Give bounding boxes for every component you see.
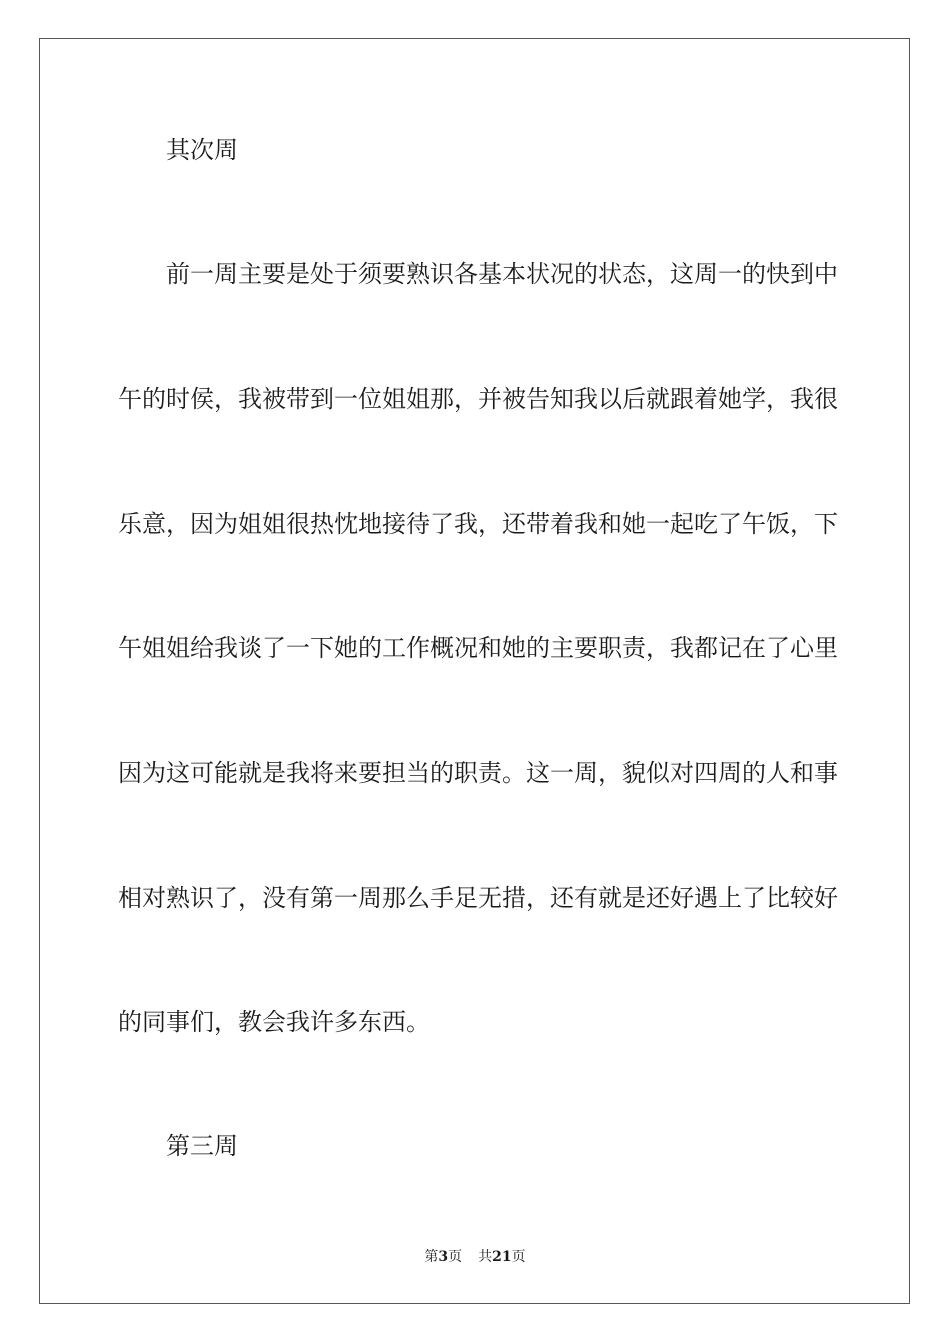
paragraph-line-4: 午姐姐给我谈了一下她的工作概况和她的主要职责，我都记在了心里 (118, 634, 838, 662)
total-prefix: 共 (478, 1249, 493, 1265)
total-suffix: 页 (511, 1249, 526, 1265)
page-border (39, 38, 910, 1304)
paragraph-line-7: 的同事们，教会我许多东西。 (118, 1008, 430, 1036)
paragraph-line-5: 因为这可能就是我将来要担当的职责。这一周，貌似对四周的人和事 (118, 759, 838, 787)
paragraph-line-1: 前一周主要是处于须要熟识各基本状况的状态，这周一的快到中 (166, 260, 838, 288)
paragraph-line-3: 乐意，因为姐姐很热忱地接待了我，还带着我和她一起吃了午饭，下 (118, 510, 838, 538)
page-prefix: 第 (424, 1249, 439, 1265)
section-heading-week-two: 其次周 (166, 136, 238, 164)
page-footer (0, 1248, 950, 1266)
page-suffix: 页 (448, 1249, 463, 1265)
paragraph-line-2: 午的时侯，我被带到一位姐姐那，并被告知我以后就跟着她学，我很 (118, 385, 838, 413)
section-heading-week-three: 第三周 (166, 1132, 238, 1160)
total-pages: 21 (492, 1249, 512, 1265)
page-number: 3 (438, 1249, 449, 1265)
paragraph-line-6: 相对熟识了，没有第一周那么手足无措，还有就是还好遇上了比较好 (118, 884, 838, 912)
